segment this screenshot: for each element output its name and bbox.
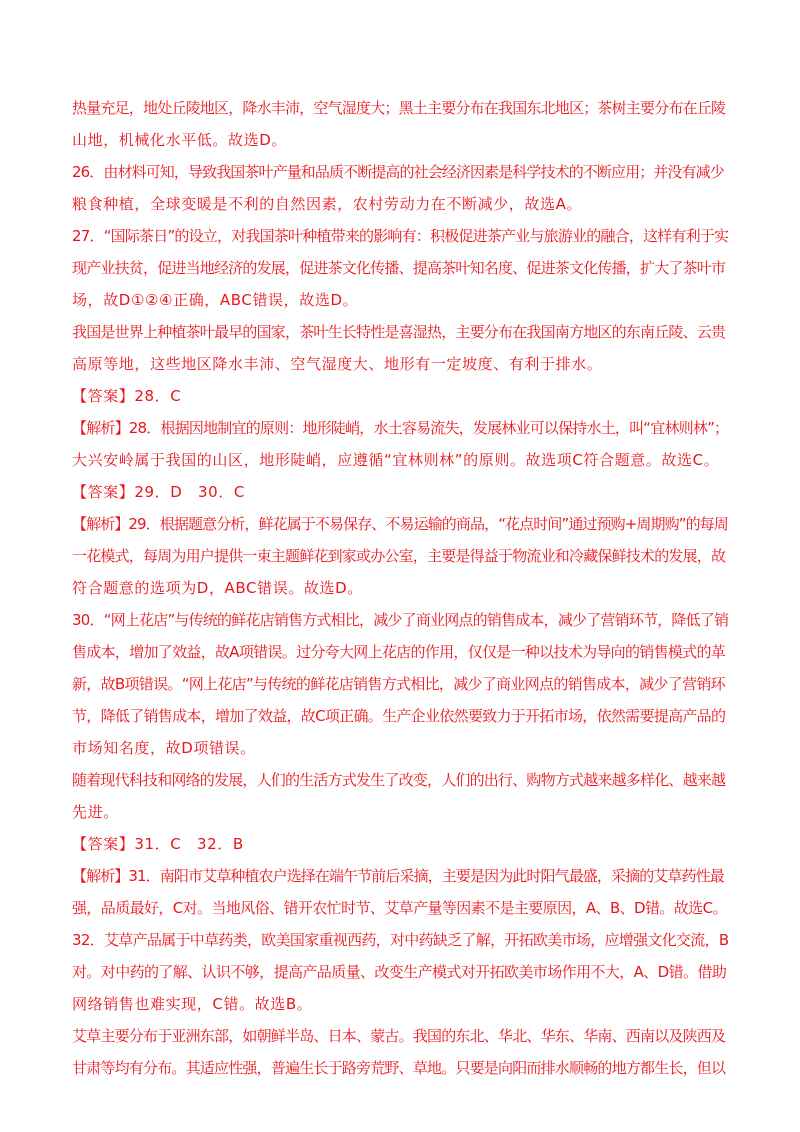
text-line: 市场知名度，故D项错误。: [72, 739, 256, 757]
text-line: 26．由材料可知，导致我国茶叶产量和品质不断提高的社会经济因素是科学技术的不断应用；并没有减少: [72, 163, 724, 181]
text-line: 强，品质最好，C对。当地风俗、错开农忙时节、艾草产量等因素不是主要原因，A、B、D错。故选C。: [72, 899, 727, 917]
text-line: 一花模式，每周为用户提供一束主题鲜花到家或办公室，主要是得益于物流业和冷藏保鲜技术的发展，故: [72, 547, 726, 565]
analysis-line: 【解析】29．根据题意分析，鲜花属于不易保存、不易运输的商品，“花点时间”通过预购+周期购”的每周: [72, 515, 728, 533]
answer-line: 【答案】29．D 30．C: [72, 483, 245, 501]
answer-line: 【答案】28．C: [72, 387, 182, 405]
text-line: 场，故D①②④正确，ABC错误，故选D。: [72, 291, 359, 309]
analysis-line: 【解析】31．南阳市艾草种植农户选择在端午节前后采摘，主要是因为此时阳气最盛，采摘的艾草药性最: [72, 867, 724, 885]
text-line: 30．“网上花店”与传统的鲜花店销售方式相比，减少了商业网点的销售成本，减少了营销环节，降低了销: [72, 611, 729, 629]
text-line: 网络销售也难实现，C错。故选B。: [72, 995, 313, 1013]
text-line: 27．“国际茶日”的设立，对我国茶叶种植带来的影响有：积极促进茶产业与旅游业的融合，这样有利于实: [72, 227, 729, 245]
text-line: 大兴安岭属于我国的山区，地形陡峭，应遵循“宜林则林”的原则。故选项C符合题意。故选C。: [72, 451, 720, 469]
text-line: 我国是世界上种植茶叶最早的国家，茶叶生长特性是喜湿热，主要分布在我国南方地区的东南丘陵、云贵: [72, 323, 726, 341]
text-line: 节，降低了销售成本，增加了效益，故C项正确。生产企业依然要致力于开拓市场，依然需要提高产品的: [72, 707, 726, 725]
text-line: 甘肃等均有分布。其适应性强，普遍生长于路旁荒野、草地。只要是向阳而排水顺畅的地方都生长，但以: [72, 1059, 726, 1077]
analysis-line: 【解析】28．根据因地制宜的原则：地形陡峭，水土容易流失，发展林业可以保持水土，叫“宜林则林”；: [72, 419, 729, 437]
text-line: 现产业扶贫，促进当地经济的发展，促进茶文化传播、提高茶叶知名度、促进茶文化传播，扩大了茶叶市: [72, 259, 726, 277]
text-line: 随着现代科技和网络的发展，人们的生活方式发生了改变，人们的出行、购物方式越来越多样化、越来越: [72, 771, 726, 789]
text-line: 高原等地，这些地区降水丰沛、空气湿度大、地形有一定坡度、有利于排水。: [72, 355, 603, 373]
text-line: 对。对中药的了解、认识不够，提高产品质量、改变生产模式对开拓欧美市场作用不大，A、D错。借助: [72, 963, 727, 981]
text-line: 新，故B项错误。“网上花店”与传统的鲜花店销售方式相比，减少了商业网点的销售成本，减少了营销环: [72, 675, 725, 693]
text-line: 先进。: [72, 803, 119, 821]
answer-line: 【答案】31．C 32．B: [72, 835, 244, 853]
text-line: 粮食种植，全球变暖是不利的自然因素，农村劳动力在不断减少，故选A。: [72, 195, 583, 213]
text-line: 热量充足，地处丘陵地区，降水丰沛，空气湿度大；黑土主要分布在我国东北地区；茶树主要分布在丘陵: [72, 99, 726, 117]
text-line: 32．艾草产品属于中草药类，欧美国家重视西药，对中药缺乏了解，开拓欧美市场，应增强文化交流，B: [72, 931, 729, 949]
text-line: 售成本，增加了效益，故A项错误。过分夸大网上花店的作用，仅仅是一种以技术为导向的销售模式的革: [72, 643, 726, 661]
text-line: 符合题意的选项为D，ABC错误。故选D。: [72, 579, 363, 597]
text-line: 艾草主要分布于亚洲东部，如朝鲜半岛、日本、蒙古。我国的东北、华北、华东、华南、西南以及陕西及: [72, 1027, 726, 1045]
text-line: 山地，机械化水平低。故选D。: [72, 131, 287, 149]
